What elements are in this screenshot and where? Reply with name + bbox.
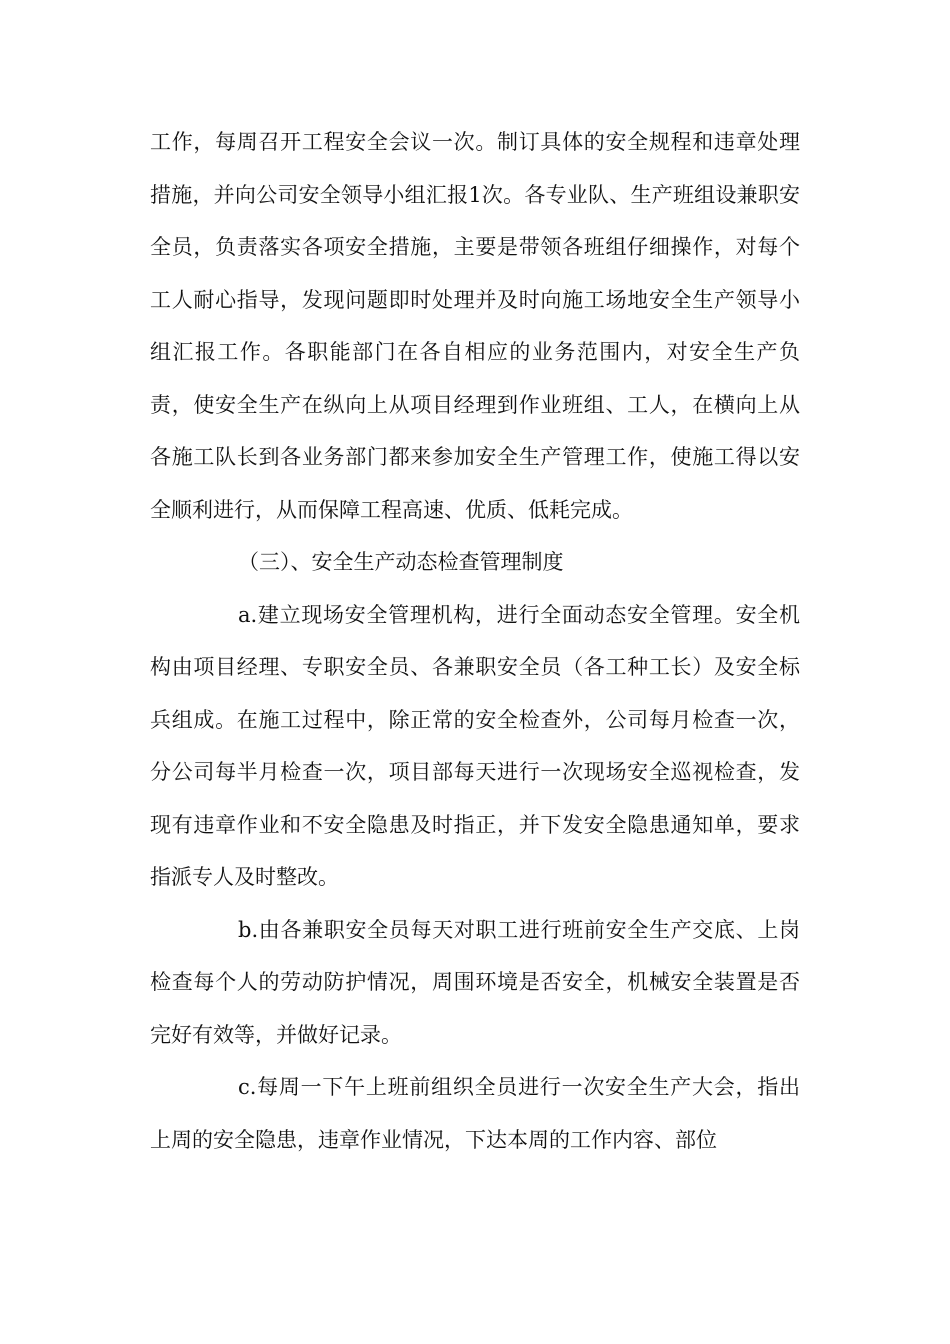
document-body [150, 116, 800, 1166]
paragraph-continued: 工作，每周召开工程安全会议一次。制订具体的安全规程和违章处理措施，并向公司安全领导小组汇报1次。各专业队、生产班组设兼职安全员，负责落实各项安全措施，主要是带领各班组仔细操作，对每个工人耐心指导，发现问题即时处理并及时向施工场地安全生产领导小组汇报工作。各职能部门在各自相应的业务范围内，对安全生产负责，使安全生产在纵向上从项目经理到作业班组、工人，在横向上从各施工队长到各业务部门都来参加安全生产管理工作，使施工得以安全顺利进行，从而保障工程高速、优质、低耗完成。 [150, 130, 800, 522]
paragraph-item-a: a.建立现场安全管理机构，进行全面动态安全管理。安全机构由项目经理、专职安全员、各兼职安全员（各工种工长）及安全标兵组成。在施工过程中，除正常的安全检查外，公司每月检查一次，分公司每半月检查一次，项目部每天进行一次现场安全巡视检查，发现有违章作业和不安全隐患及时指正，并下发安全隐患通知单，要求指派专人及时整改。 [150, 602, 800, 889]
paragraph-item-c: c.每周一下午上班前组织全员进行一次安全生产大会，指出上周的安全隐患，违章作业情况，下达本周的工作内容、部位 [150, 1075, 800, 1152]
paragraph-item-b: b.由各兼职安全员每天对职工进行班前安全生产交底、上岗检查每个人的劳动防护情况，周围环境是否安全，机械安全装置是否完好有效等，并做好记录。 [150, 917, 800, 1047]
section-heading: （三）、安全生产动态检查管理制度 [238, 550, 564, 574]
